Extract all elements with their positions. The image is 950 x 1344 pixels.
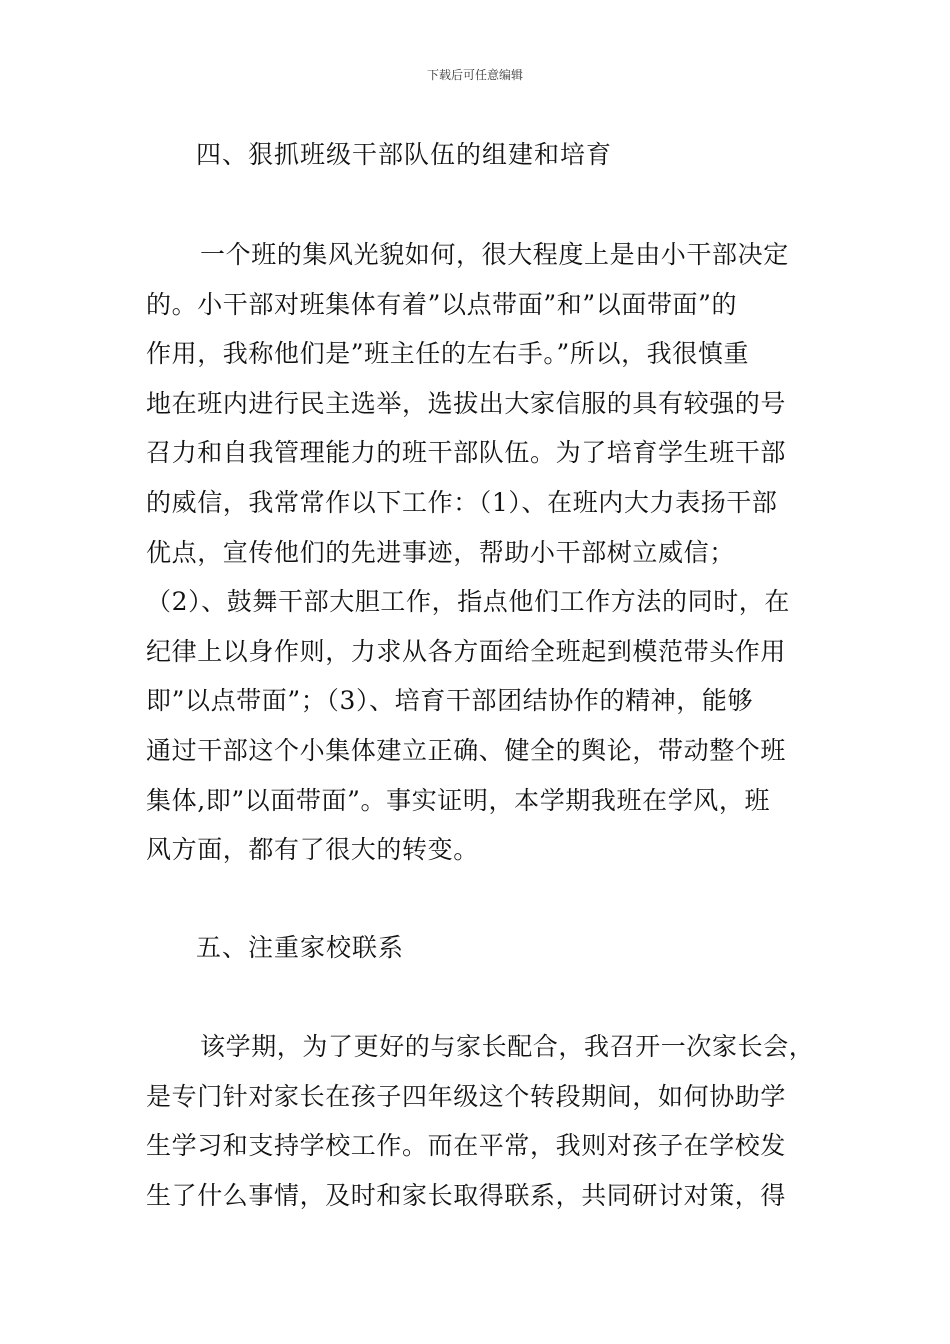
paragraph-line: 一个班的集风光貌如何，很大程度上是由小干部决定	[200, 240, 789, 269]
paragraph-line: 作用，我称他们是”班主任的左右手。”所以，我很慎重	[146, 339, 750, 369]
paragraph-line: 即”以点带面”；（3）、培育干部团结协作的精神，能够	[146, 686, 754, 716]
page-header-note: 下载后可任意编辑	[426, 68, 523, 82]
paragraph-line: 该学期，为了更好的与家长配合，我召开一次家长会，	[200, 1032, 815, 1061]
paragraph-line: 优点，宣传他们的先进事迹，帮助小干部树立威信；	[146, 537, 735, 567]
paragraph-line: 的。小干部对班集体有着”以点带面”和”以面带面”的	[146, 289, 738, 319]
paragraph-line: 地在班内进行民主选举，选拔出大家信服的具有较强的号	[146, 388, 787, 418]
paragraph-line: 是专门针对家长在孩子四年级这个转段期间，如何协助学	[146, 1081, 787, 1111]
paragraph-line: 召力和自我管理能力的班干部队伍。为了培育学生班干部	[146, 438, 787, 468]
section-4-paragraph	[146, 230, 826, 875]
paragraph-line: 集体,即”以面带面”。事实证明，本学期我班在学风，班	[146, 785, 771, 815]
paragraph-line: 风方面，都有了很大的转变。	[146, 835, 479, 865]
section-heading-5: 五、注重家校联系	[196, 933, 405, 962]
paragraph-line: 通过干部这个小集体建立正确、健全的舆论，带动整个班	[146, 735, 787, 765]
paragraph-line: 的威信，我常常作以下工作：（1）、在班内大力表扬干部	[146, 487, 778, 517]
section-heading-4: 四、狠抓班级干部队伍的组建和培育	[196, 140, 613, 169]
paragraph-line: 纪律上以身作则，力求从各方面给全班起到模范带头作用	[146, 636, 787, 666]
paragraph-line: 生了什么事情，及时和家长取得联系，共同研讨对策，得	[146, 1180, 787, 1210]
paragraph-line: 生学习和支持学校工作。而在平常，我则对孩子在学校发	[146, 1131, 787, 1161]
section-5-paragraph	[146, 1022, 826, 1220]
paragraph-line: （2）、鼓舞干部大胆工作，指点他们工作方法的同时，在	[146, 587, 791, 617]
